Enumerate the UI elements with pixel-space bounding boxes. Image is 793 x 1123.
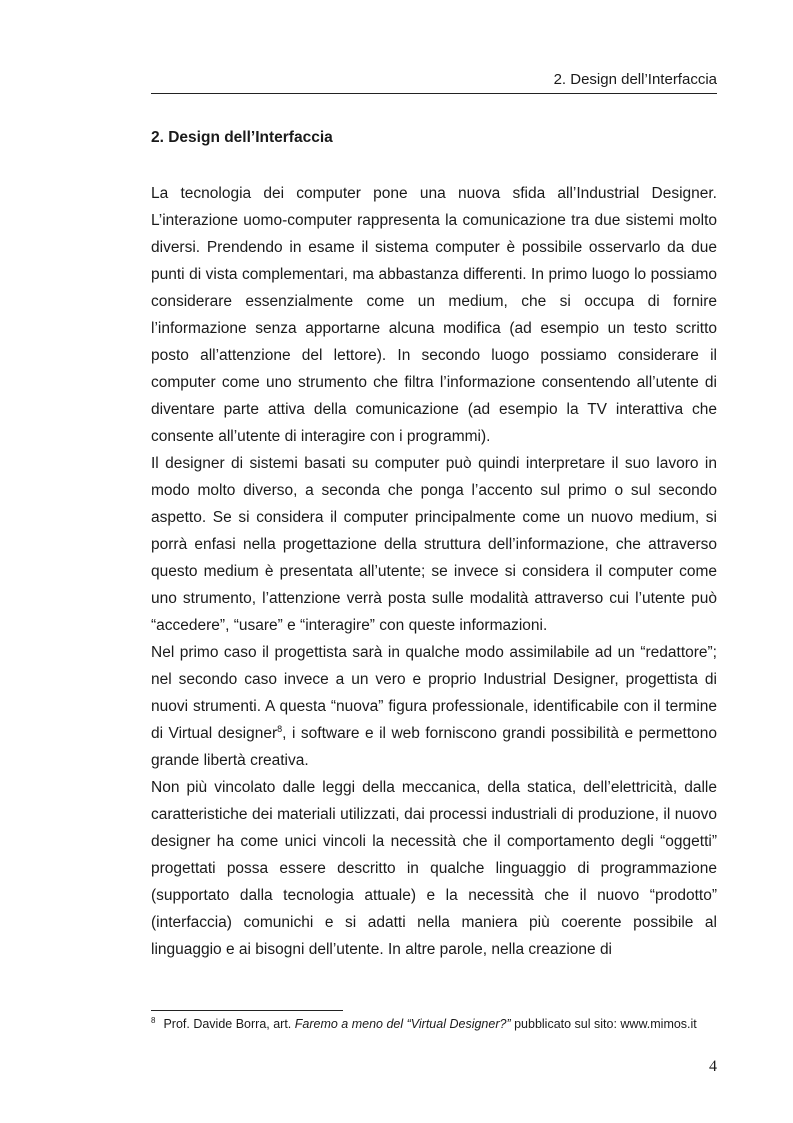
paragraph-3-text-a: Nel primo caso il progettista sarà in qualche modo assimilabile ad un “redattore”; nel secondo caso invece a un vero e proprio Industrial Designer, progettista di nuovi strumenti. A questa “nuova” figura professionale, identificabile con il termine di Virtual designer (151, 644, 717, 742)
paragraph-3 (151, 639, 717, 774)
section-title: 2. Design dell’Interfaccia (151, 129, 333, 146)
paragraph-2: Il designer di sistemi basati su computer può quindi interpretare il suo lavoro in modo molto diverso, a seconda che ponga l’accento sul primo o sul secondo aspetto. Se si considera il computer principalmente come un nuovo medium, si porrà enfasi nella progettazione della struttura dell’informazione, che attraverso questo medium è presentata all’utente; se invece si considera il computer come uno strumento, l’attenzione verrà posta sulle modalità attraverso cui l’utente può “accedere”, “usare” e “interagire” con queste informazioni. (151, 455, 717, 634)
paragraph-1: La tecnologia dei computer pone una nuova sfida all’Industrial Designer. L’interazione uomo-computer rappresenta la comunicazione tra due sistemi molto diversi. Prendendo in esame il sistema computer è possibile osservarlo da due punti di vista complementari, ma abbastanza differenti. In primo luogo lo possiamo considerare essenzialmente come un medium, che si occupa di fornire l’informazione senza apportarne alcuna modifica (ad esempio un testo scritto posto all’attenzione del lettore). In secondo luogo possiamo considerare il computer come uno strumento che filtra l’informazione consentendo all’utente di diventare parte attiva della comunicazione (ad esempio la TV interattiva che consente all’utente di interagire con i programmi). (151, 185, 717, 445)
footnote-text-b: pubblicato sul sito: www.mimos.it (510, 1017, 697, 1031)
footnote-reference[interactable]: 8 (277, 723, 283, 734)
footnote-article-title: Faremo a meno del “Virtual Designer?” (294, 1017, 511, 1031)
paragraph-4: Non più vincolato dalle leggi della meccanica, della statica, dell’elettricità, dalle caratteristiche dei materiali utilizzati, dai processi industriali di produzione, il nuovo designer ha come unici vincoli la necessità che il comportamento degli “oggetti” progettati possa essere descritto in qualche linguaggio di programmazione (supportato dalla tecnologia attuale) e la necessità che il nuovo “prodotto” (interfaccia) comunichi e si adatti nella maniera più coerente possibile al linguaggio e ai bisogni dell’utente. In altre parole, nella creazione di (151, 779, 717, 958)
footnote (151, 1017, 717, 1032)
running-header-title: 2. Design dell’Interfaccia (553, 71, 717, 88)
page-number: 4 (709, 1058, 717, 1075)
running-header (151, 70, 717, 94)
body-text (151, 180, 717, 963)
paragraph-3-text-b: , i software e il web forniscono grandi possibilità e permettono grande libertà creativa. (151, 725, 717, 769)
footnote-marker: 8 (151, 1015, 156, 1025)
footnote-text-a: Prof. Davide Borra, art. (163, 1017, 295, 1031)
footnote-divider (151, 1010, 343, 1011)
